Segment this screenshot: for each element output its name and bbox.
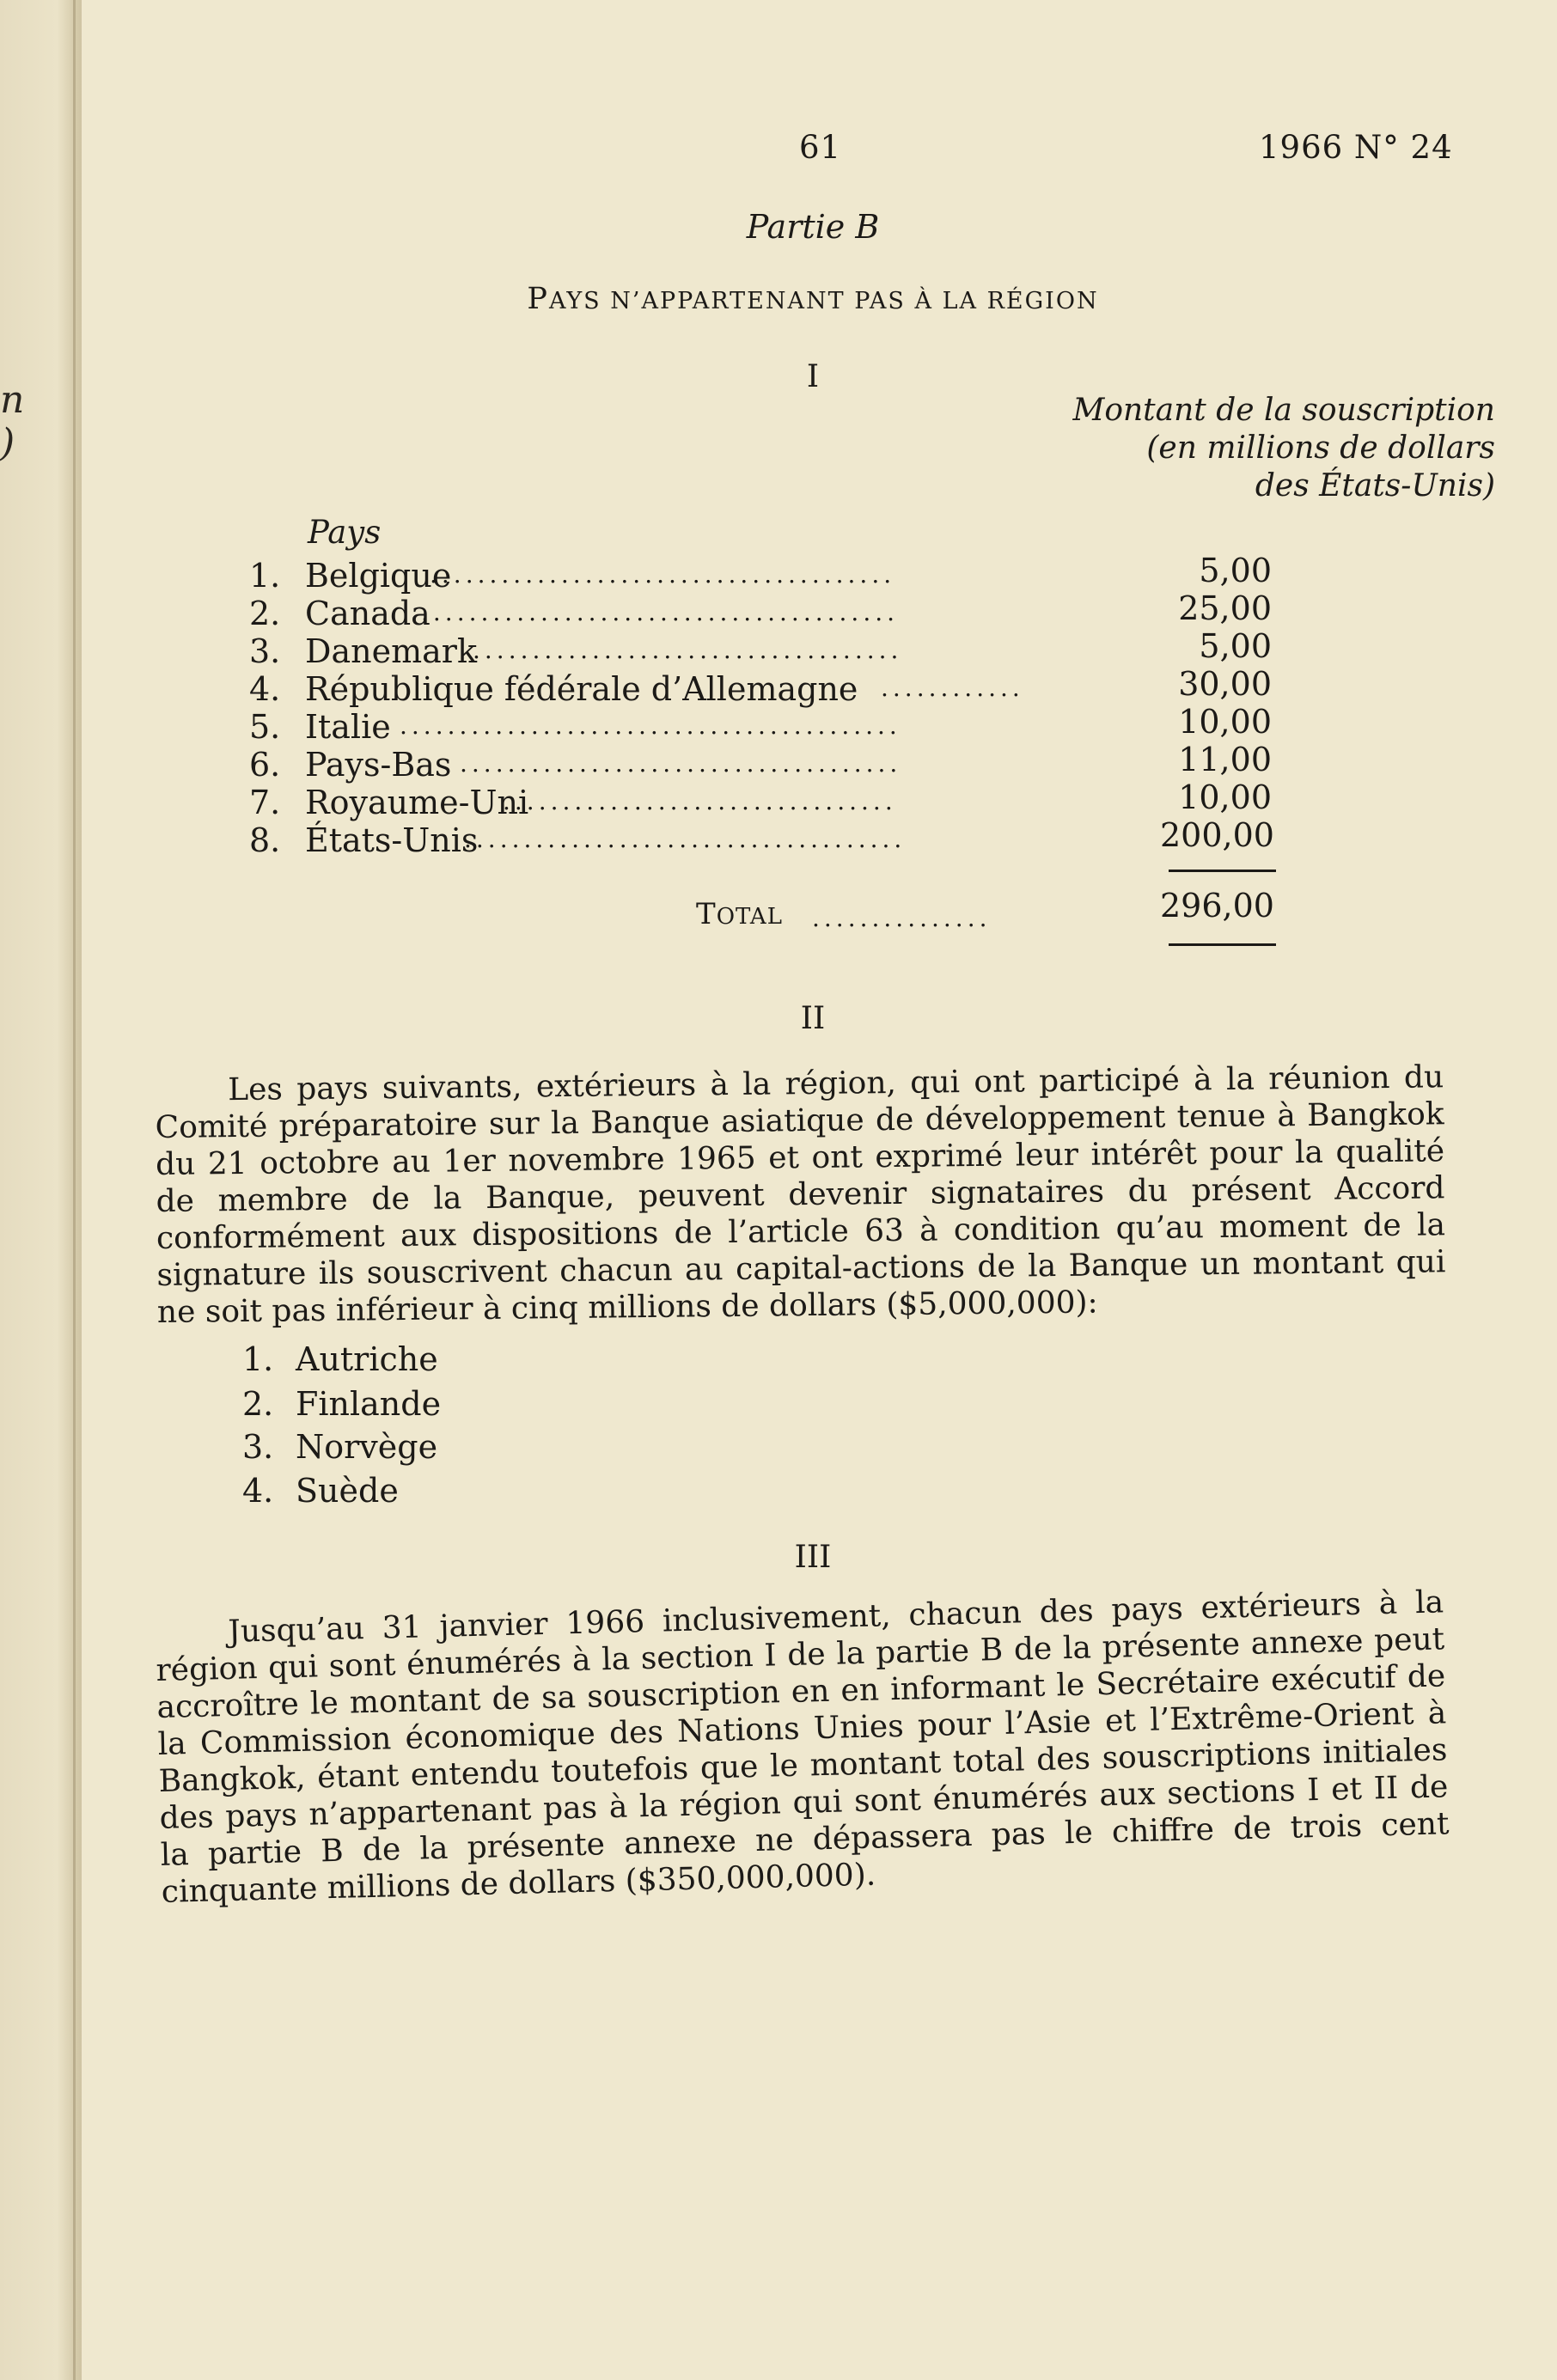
leader-dots: ............ [881, 674, 1024, 702]
table-row [249, 589, 1280, 632]
margin-glyph-bottom: ) [0, 421, 15, 465]
table-row [249, 778, 1280, 821]
table-row [249, 552, 1280, 595]
leader-dots: ................................. [503, 787, 897, 815]
country-amount: 25,00 [1178, 589, 1272, 627]
region-heading [82, 282, 1543, 316]
table-row [249, 703, 1280, 746]
total-label-initial: T [696, 897, 717, 931]
partie-heading: Partie B [746, 208, 880, 246]
list-item-name: Finlande [296, 1385, 442, 1423]
country-amount: 11,00 [1178, 741, 1272, 778]
list-item-number: 2. [242, 1385, 274, 1423]
list-item [242, 1385, 441, 1423]
table-row [249, 627, 1280, 670]
list-item [242, 1428, 437, 1466]
amount-header-line-2: (en millions de dollars [1146, 430, 1495, 466]
leader-dots: ..................................... [464, 825, 907, 853]
region-heading-rest: AYS N’APPARTENANT PAS À LA RÉGION [548, 288, 1099, 314]
total-rule-top [1169, 870, 1276, 872]
country-name: Belgique [305, 557, 452, 595]
region-heading-initial: P [527, 282, 549, 316]
leader-dots: ........................................ [421, 598, 900, 626]
page-binding-shadow [0, 0, 82, 2380]
list-item [242, 1340, 438, 1378]
country-column-header: Pays [308, 514, 382, 551]
table-row [249, 665, 1280, 708]
total-leader-dots: ............... [812, 904, 992, 932]
total-amount: 296,00 [1160, 887, 1274, 925]
leader-dots: .......................................... [400, 711, 901, 740]
binding-fold-line [73, 0, 76, 2380]
list-item-name: Norvège [296, 1428, 438, 1466]
row-number: 1. [249, 557, 281, 595]
country-amount: 10,00 [1178, 703, 1272, 741]
section-one-heading: I [806, 359, 820, 394]
section-two-paragraph [155, 1059, 1446, 1331]
amount-header-line-1: Montant de la souscription [1072, 393, 1495, 428]
total-rule-bottom [1169, 943, 1276, 946]
row-number: 2. [249, 595, 281, 632]
country-name: Danemark [305, 632, 477, 670]
section-two-text: Les pays suivants, extérieurs à la région, qui ont participé à la réunion du Comité préparatoire sur la Banque asiatique de développement tenue à Bangkok du 21 octobre au 1er novembre 1965 et ont exprimé leur intérêt pour la qualité de membre de la Banque, peuvent devenir signataires du présent Accord conformément aux dispositions de l’article 63 à condition qu’au moment de la signature ils souscrivent chacun au capital-actions de la Banque un montant qui ne soit pas inférieur à cinq millions de dollars ($5,000,000): [155, 1059, 1446, 1330]
row-number: 5. [249, 708, 281, 746]
list-item-number: 3. [242, 1428, 274, 1466]
section-three-text: Jusqu’au 31 janvier 1966 inclusivement, chacun des pays extérieurs à la région qui sont énumérés à la section I de la partie B de la présente annexe peut accroître le montant de sa souscription en en informant le Secrétaire exécutif de la Commission économique des Nations Unies pour l’Asie et l’Extrême-Orient à Bangkok, étant entendu toutefois que le montant total des souscriptions initiales des pays n’appartenant pas à la région qui sont énumérés aux sections I et II de la partie B de la présente annexe ne dépassera pas le chiffre de trois cent cinquante millions de dollars ($350,000,000). [156, 1584, 1450, 1910]
section-three-heading: III [794, 1540, 832, 1575]
row-number: 3. [249, 632, 281, 670]
list-item [242, 1472, 399, 1510]
total-label [696, 897, 783, 931]
list-item-number: 4. [242, 1472, 274, 1510]
country-amount: 5,00 [1199, 627, 1272, 665]
country-amount: 200,00 [1160, 816, 1274, 854]
section-three-paragraph [155, 1584, 1450, 1911]
list-item-name: Suède [296, 1472, 399, 1510]
country-name: États-Unis [305, 821, 479, 859]
section-two-heading: II [800, 1001, 826, 1036]
country-name: République fédérale d’Allemagne [305, 670, 858, 708]
amount-column-header [1014, 392, 1495, 505]
row-number: 7. [249, 784, 281, 821]
list-item-number: 1. [242, 1340, 274, 1378]
row-number: 4. [249, 670, 281, 708]
list-item-name: Autriche [296, 1340, 438, 1378]
margin-glyph-top: n [0, 378, 25, 422]
total-label-rest: OTAL [716, 904, 783, 930]
country-name: Royaume-Uni [305, 784, 529, 821]
table-row [249, 741, 1280, 784]
leader-dots: ..................................... [460, 749, 902, 778]
table-row [249, 816, 1280, 859]
country-name: Italie [305, 708, 391, 746]
row-number: 8. [249, 821, 281, 859]
country-amount: 5,00 [1199, 552, 1272, 589]
leader-dots: ....................................... [430, 560, 896, 589]
row-number: 6. [249, 746, 281, 784]
country-amount: 10,00 [1178, 778, 1272, 816]
country-amount: 30,00 [1178, 665, 1272, 703]
page-number: 61 [799, 129, 842, 166]
country-name: Canada [305, 595, 430, 632]
country-name: Pays-Bas [305, 746, 452, 784]
leader-dots: .................................... [473, 636, 903, 664]
amount-header-line-3: des États-Unis) [1255, 468, 1495, 503]
document-reference: 1966 N° 24 [1259, 129, 1453, 166]
